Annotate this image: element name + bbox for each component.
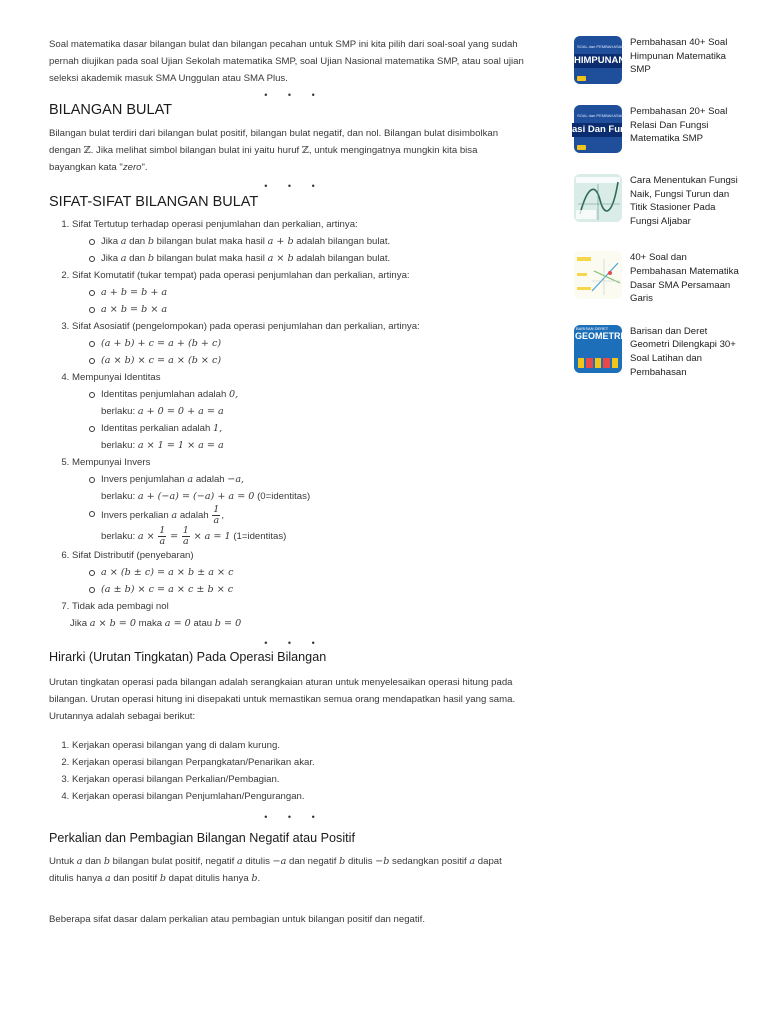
section-separator: • • • [264, 90, 324, 100]
list-item: 2. Kerjakan operasi bilangan Perpangkatan/Penarikan akar. [72, 754, 539, 771]
article-content [49, 36, 539, 928]
heading-sifat-sifat: SIFAT-SIFAT BILANGAN BULAT [49, 194, 259, 210]
related-post-title[interactable]: 40+ Soal dan Pembahasan Matematika Dasar SMA Persamaan Garis [630, 252, 739, 305]
list-item: Jika a dan b bilangan bulat maka hasil a × b adalah bilangan bulat. [89, 250, 539, 267]
fraction: $\frac{1}{a}$ [213, 504, 220, 526]
line-chart-icon [574, 251, 622, 299]
list-item: 2. Sifat Komutatif (tukar tempat) pada operasi penjumlahan dan perkalian, artinya: a + b = b + a a × b = b × a [72, 267, 539, 318]
list-item: a + b = b + a [89, 284, 539, 301]
related-post-title[interactable]: Pembahasan 20+ Soal Relasi Dan Fungsi Matematika SMP [630, 106, 728, 145]
graph-icon [574, 174, 622, 222]
list-item: 3. Sifat Asosiatif (pengelompokan) pada operasi penjumlahan dan perkalian, artinya: (a + b) + c = a + (b + c) (a × b) × c = a × (b × c) [72, 318, 539, 369]
list-item: Identitas perkalian adalah 1, berlaku: a × 1 = 1 × a = a [89, 420, 539, 454]
intro-paragraph: Soal matematika dasar bilangan bulat dan bilangan pecahan untuk SMP ini kita pilih dari soal-soal yang sudah pernah diujikan pada soal Ujian Sekolah matematika SMP, soal Ujian Nasional matematika SMP, atau soal ujian seleksi akademik masuk SMA Unggulan atau SMA Plus. [49, 39, 524, 84]
heading-bilangan-bulat: BILANGAN BULAT [49, 102, 173, 118]
heading-perkalian: Perkalian dan Pembagian Bilangan Negatif atau Positif [49, 831, 355, 845]
list-item: 1. Kerjakan operasi bilangan yang di dalam kurung. [72, 737, 539, 754]
list-item: Invers penjumlahan a adalah −a, berlaku: a + (−a) = (−a) + a = 0 (0=identitas) [89, 471, 539, 505]
list-item: (a × b) × c = a × (b × c) [89, 352, 539, 369]
post-thumbnail: BARISAN DERET GEOMETRI [574, 325, 622, 373]
related-post-title[interactable]: Cara Menentukan Fungsi Naik, Fungsi Turun dan Titik Stasioner Pada Fungsi Aljabar [630, 175, 738, 227]
post-thumbnail [574, 174, 622, 222]
heading-hirarki: Hirarki (Urutan Tingkatan) Pada Operasi Bilangan [49, 650, 327, 664]
related-post-relasi-fungsi[interactable] [574, 105, 768, 153]
bilangan-bulat-paragraph: Bilangan bulat terdiri dari bilangan bulat positif, bilangan bulat negatif, dan nol. Bilangan bulat disimbolkan dengan ℤ. Jika melihat simbol bilangan bulat ini yaitu huruf ℤ, untuk mengingatnya mungkin kita bisa bayangkan kata "zero". [49, 128, 499, 173]
section-separator: • • • [264, 638, 324, 648]
related-post-persamaan-garis[interactable] [574, 251, 768, 305]
section-separator: • • • [264, 181, 324, 191]
list-item: 1. Sifat Tertutup terhadap operasi penjumlahan dan perkalian, artinya: Jika a dan b bilangan bulat maka hasil a + b adalah bilangan bulat. Jika a dan b bilangan bulat maka hasil a × b adalah bilangan bulat. [72, 216, 539, 267]
post-thumbnail: SOAL dan PEMBAHASAN HIMPUNAN [574, 36, 622, 84]
post-thumbnail [574, 251, 622, 299]
list-item: 4. Kerjakan operasi bilangan Penjumlahan/Pengurangan. [72, 788, 539, 805]
list-item: 6. Sifat Distributif (penyebaran) a × (b ± c) = a × b ± a × c (a ± b) × c = a × c ± b × c [72, 547, 539, 598]
list-item: Identitas penjumlahan adalah 0, berlaku: a + 0 = 0 + a = a [89, 386, 539, 420]
hirarki-paragraph: Urutan tingkatan operasi pada bilangan adalah serangkaian aturan untuk menyelesaikan operasi hitung pada bilangan. Urutan operasi hitung ini disepakati untuk memastikan semua orang mendapatkan hasil yang sama. Urutannya adalah sebagai berikut: [49, 677, 516, 722]
sifat-list [49, 216, 539, 632]
list-item: (a ± b) × c = a × c ± b × c [89, 581, 539, 598]
section-separator: • • • [264, 812, 324, 822]
related-post-himpunan[interactable] [574, 36, 768, 84]
related-post-barisan-geometri[interactable] [574, 325, 768, 379]
related-posts-sidebar [574, 36, 768, 379]
related-post-title[interactable]: Barisan dan Deret Geometri Dilengkapi 30+ Soal Latihan dan Pembahasan [630, 325, 736, 378]
list-item: (a + b) + c = a + (b + c) [89, 335, 539, 352]
fraction: $\frac{1}{a}$ [159, 525, 166, 547]
post-thumbnail: SOAL dan PEMBAHASAN asi Dan Fun [574, 105, 622, 153]
list-item: a × b = b × a [89, 301, 539, 318]
related-post-title[interactable]: Pembahasan 40+ Soal Himpunan Matematika SMP [630, 37, 728, 76]
perkalian-last-paragraph: Beberapa sifat dasar dalam perkalian atau pembagian untuk bilangan positif dan negatif. [49, 914, 426, 925]
list-item: 5. Mempunyai Invers Invers penjumlahan a adalah −a, berlaku: a + (−a) = (−a) + a = 0 (0=identitas) Invers perkalian a adalah $\frac{1}{a}$ , berlaku: a × $\frac{1}{a}$ = $\frac{1}{a}$ × a = 1 (1=identitas) [72, 454, 539, 547]
perkalian-paragraph: Untuk a dan b bilangan bulat positif, negatif a ditulis −a dan negatif b ditulis −b sedangkan positif a dapat ditulis hanya a dan positif b dapat ditulis hanya b. [49, 856, 502, 884]
related-post-fungsi-naik-turun[interactable] [574, 174, 768, 228]
list-item: 3. Kerjakan operasi bilangan Perkalian/Pembagian. [72, 771, 539, 788]
list-item: Invers perkalian a adalah $\frac{1}{a}$ , berlaku: a × $\frac{1}{a}$ = $\frac{1}{a}$ × a = 1 (1=identitas) [89, 505, 539, 547]
list-item: Jika a dan b bilangan bulat maka hasil a + b adalah bilangan bulat. [89, 233, 539, 250]
list-item: 7. Tidak ada pembagi nol Jika a × b = 0 maka a = 0 atau b = 0 [72, 598, 539, 632]
list-item: 4. Mempunyai Identitas Identitas penjumlahan adalah 0, berlaku: a + 0 = 0 + a = a Identitas perkalian adalah 1, berlaku: a × 1 = 1 × a = a [72, 369, 539, 454]
hirarki-steps [49, 737, 539, 805]
fraction: $\frac{1}{a}$ [182, 525, 189, 547]
list-item: a × (b ± c) = a × b ± a × c [89, 564, 539, 581]
